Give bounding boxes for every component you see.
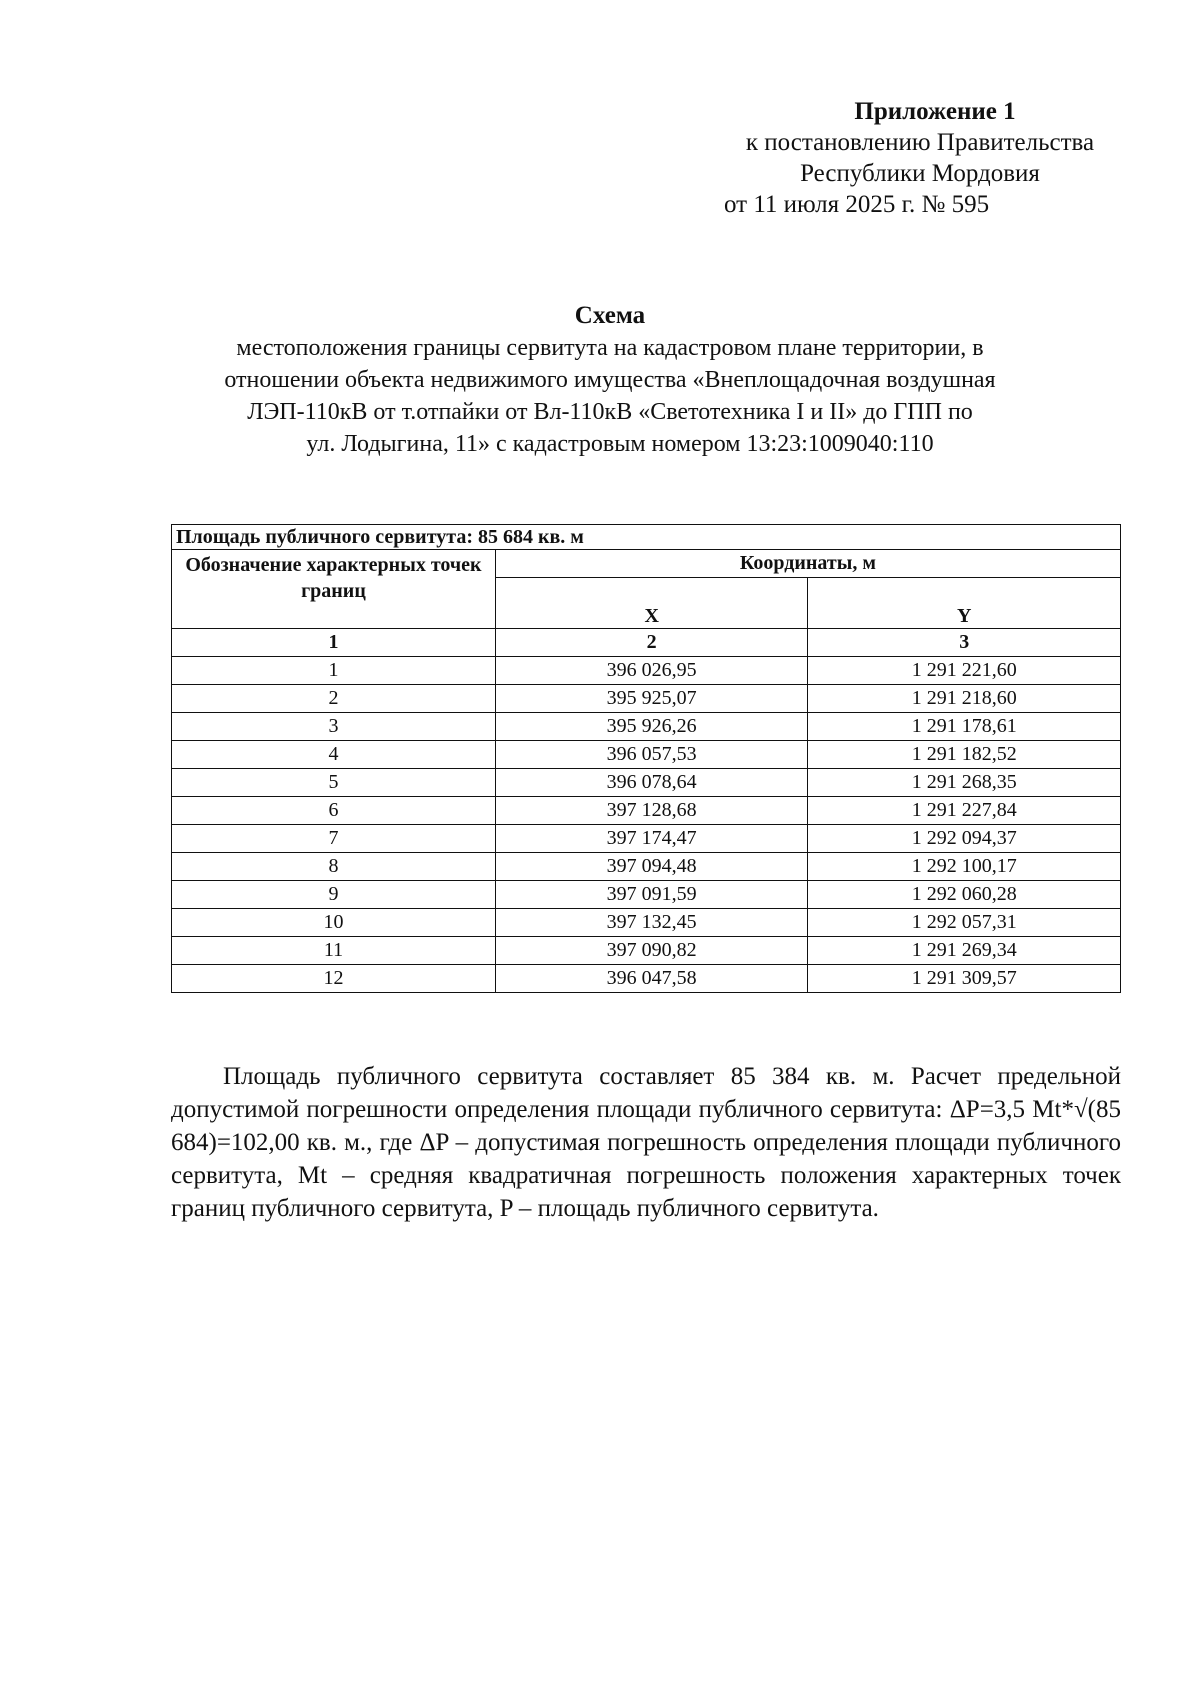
point-number-cell: 6 (172, 797, 496, 825)
point-number-cell: 1 (172, 657, 496, 685)
table-area-row (172, 525, 1121, 550)
coordinates-table (171, 524, 1121, 993)
scheme-line-4: ул. Лодыгина, 11» с кадастровым номером 13:23:1009040:110 (306, 431, 934, 457)
table-row (172, 881, 1121, 909)
y-coordinate-cell: 1 291 227,84 (808, 797, 1121, 825)
x-coordinate-cell: 396 026,95 (495, 657, 808, 685)
table-row (172, 853, 1121, 881)
area-caption: Площадь публичного сервитута: 85 684 кв. м (172, 525, 1121, 550)
table-header-row (172, 550, 1121, 578)
table-row (172, 657, 1121, 685)
table-row (172, 797, 1121, 825)
x-coordinate-cell: 395 926,26 (495, 713, 808, 741)
y-coordinate-cell: 1 291 269,34 (808, 937, 1121, 965)
table-row (172, 825, 1121, 853)
y-coordinate-cell: 1 291 182,52 (808, 741, 1121, 769)
y-coordinate-cell: 1 292 100,17 (808, 853, 1121, 881)
point-number-cell: 11 (172, 937, 496, 965)
point-number-cell: 2 (172, 685, 496, 713)
point-number-cell: 5 (172, 769, 496, 797)
y-coordinate-cell: 1 291 309,57 (808, 965, 1121, 993)
col-number-3: 3 (808, 629, 1121, 657)
table-row (172, 741, 1121, 769)
header-x: X (495, 578, 808, 629)
col-number-1: 1 (172, 629, 496, 657)
scheme-line-3: ЛЭП-110кВ от т.отпайки от Вл-110кВ «Светотехника I и II» до ГПП по (247, 399, 973, 425)
scheme-title: Схема (574, 302, 646, 329)
x-coordinate-cell: 396 047,58 (495, 965, 808, 993)
x-coordinate-cell: 396 057,53 (495, 741, 808, 769)
scheme-line-1: местоположения границы сервитута на кадастровом плане территории, в (236, 335, 984, 361)
x-coordinate-cell: 397 090,82 (495, 937, 808, 965)
col-number-2: 2 (495, 629, 808, 657)
x-coordinate-cell: 397 174,47 (495, 825, 808, 853)
y-coordinate-cell: 1 292 094,37 (808, 825, 1121, 853)
point-number-cell: 4 (172, 741, 496, 769)
y-coordinate-cell: 1 291 178,61 (808, 713, 1121, 741)
area-paragraph: Площадь публичного сервитута составляет 85 384 кв. м. Расчет предельной допустимой погрешности определения площади публичного сервитута: ΔP=3,5 Mt*√(85 684)=102,00 кв. м., где ΔP – допустимая погрешность определения площади публичного сервитута, Mt – средняя квадратичная погрешность положения характерных точек границ публичного сервитута, P – площадь публичного сервитута. (171, 1063, 1121, 1222)
table-row (172, 937, 1121, 965)
y-coordinate-cell: 1 291 221,60 (808, 657, 1121, 685)
scheme-line-2: отношении объекта недвижимого имущества «Внеплощадочная воздушная (224, 367, 996, 393)
y-coordinate-cell: 1 291 218,60 (808, 685, 1121, 713)
appendix-line-2: Республики Мордовия (800, 160, 1040, 187)
appendix-line-1: к постановлению Правительства (745, 129, 1095, 156)
appendix-block (700, 96, 1140, 220)
point-number-cell: 3 (172, 713, 496, 741)
table-row (172, 965, 1121, 993)
appendix-title: Приложение 1 (854, 98, 1016, 125)
table-row (172, 713, 1121, 741)
x-coordinate-cell: 395 925,07 (495, 685, 808, 713)
x-coordinate-cell: 397 094,48 (495, 853, 808, 881)
x-coordinate-cell: 397 132,45 (495, 909, 808, 937)
header-coords: Координаты, м (495, 550, 1120, 578)
point-number-cell: 10 (172, 909, 496, 937)
table-colnum-row (172, 629, 1121, 657)
table-row (172, 769, 1121, 797)
scheme-heading (150, 300, 1070, 460)
y-coordinate-cell: 1 292 060,28 (808, 881, 1121, 909)
table-row (172, 685, 1121, 713)
x-coordinate-cell: 397 128,68 (495, 797, 808, 825)
y-coordinate-cell: 1 292 057,31 (808, 909, 1121, 937)
point-number-cell: 9 (172, 881, 496, 909)
header-points: Обозначение характерных точек границ (172, 550, 496, 629)
table-row (172, 909, 1121, 937)
point-number-cell: 7 (172, 825, 496, 853)
y-coordinate-cell: 1 291 268,35 (808, 769, 1121, 797)
x-coordinate-cell: 397 091,59 (495, 881, 808, 909)
appendix-date: от 11 июля 2025 г. № 595 (724, 191, 990, 218)
header-y: Y (808, 578, 1121, 629)
point-number-cell: 8 (172, 853, 496, 881)
x-coordinate-cell: 396 078,64 (495, 769, 808, 797)
point-number-cell: 12 (172, 965, 496, 993)
